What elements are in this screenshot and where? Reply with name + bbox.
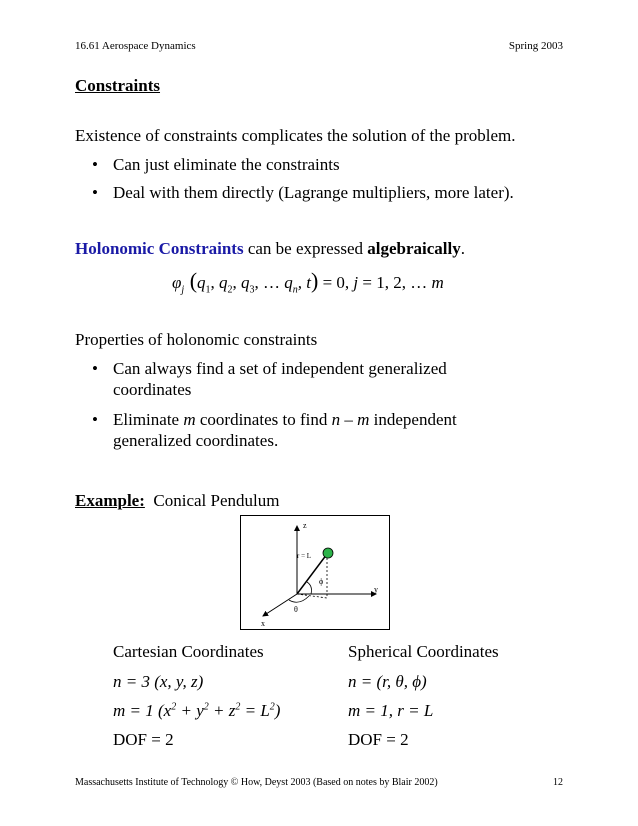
spherical-m: m = 1, r = L: [348, 701, 434, 720]
projection-line: [297, 594, 327, 598]
pendulum-bob: [323, 548, 333, 558]
eq-var: m: [431, 273, 444, 292]
pendulum-diagram: [241, 516, 389, 629]
eq-sub: 1: [205, 284, 211, 296]
text: = L: [240, 701, 270, 720]
footer-text: Massachusetts Institute of Technology © How, Deyst 2003 (Based on notes by Blair 2002): [75, 777, 438, 788]
eq-paren: (: [184, 268, 198, 293]
example-label: Example:: [75, 491, 145, 510]
eq-sub: 2: [227, 284, 233, 296]
bullet-icon: •: [92, 410, 98, 429]
sup: 2: [235, 701, 241, 713]
eq-sep: ,: [232, 273, 242, 292]
rL-label: r = L: [297, 552, 312, 560]
list-item: Deal with them directly (Lagrange multipliers, more later).: [113, 183, 514, 202]
header-right: Spring 2003: [508, 40, 563, 52]
eq-sub: 3: [249, 284, 255, 296]
list-item: Can just eliminate the constraints: [113, 155, 340, 174]
text: independent: [369, 410, 457, 429]
cartesian-n: n = 3 (x, y, z): [113, 672, 204, 691]
properties-title: Properties of holonomic constraints: [75, 330, 318, 349]
list-item-cont: generalized coordinates.: [113, 431, 279, 450]
eq-sep: , …: [254, 273, 285, 292]
text: + y: [176, 701, 204, 720]
theta-label: θ: [294, 605, 298, 614]
eq-var: q: [197, 273, 206, 292]
holonomic-paragraph: [75, 239, 465, 259]
phi-symbol: φ: [172, 273, 182, 292]
spherical-dof: DOF = 2: [348, 730, 409, 749]
eq-sep: ,: [210, 273, 220, 292]
cartesian-title: Cartesian Coordinates: [113, 642, 264, 661]
page-number: 12: [553, 777, 563, 788]
spherical-title: Spherical Coordinates: [348, 642, 499, 661]
spherical-n: n = (r, θ, ϕ): [348, 672, 427, 691]
var-n-m: n – m: [331, 410, 370, 429]
holonomic-term: Holonomic Constraints: [75, 239, 244, 258]
holonomic-text: can be expressed: [243, 239, 368, 258]
eq-var: q: [284, 273, 293, 292]
list-item: Can always find a set of independent generalized: [113, 359, 447, 378]
text: coordinates to find: [195, 410, 332, 429]
section-title: Constraints: [75, 76, 161, 95]
eq-paren: ): [311, 268, 319, 293]
text: ): [274, 701, 281, 720]
bullet-icon: •: [92, 183, 98, 202]
bullet-icon: •: [92, 359, 98, 378]
eq-sep: = 1, 2, …: [358, 273, 432, 292]
eq-sub: n: [292, 284, 298, 296]
example-text: Conical Pendulum: [144, 491, 280, 510]
pendulum-rod: [297, 554, 327, 594]
sup: 2: [171, 701, 177, 713]
eq-var: q: [241, 273, 250, 292]
eq-sep: = 0,: [318, 273, 354, 292]
x-axis: [263, 594, 297, 616]
eq-sub: j: [181, 284, 185, 296]
sup: 2: [269, 701, 275, 713]
y-label: y: [374, 585, 378, 594]
z-label: z: [303, 521, 307, 530]
cartesian-m: [113, 701, 280, 721]
text: Eliminate: [113, 410, 184, 429]
sup: 2: [203, 701, 209, 713]
text: m = 1 (x: [113, 701, 172, 720]
holonomic-period: .: [460, 239, 465, 258]
intro-text: Existence of constraints complicates the solution of the problem.: [75, 126, 516, 145]
list-item: [113, 410, 457, 430]
x-label: x: [261, 619, 265, 628]
header-left: 16.61 Aerospace Dynamics: [75, 40, 196, 52]
example-heading: [75, 491, 279, 511]
constraint-equation: [172, 268, 444, 295]
list-item-cont: coordinates: [113, 380, 192, 399]
phi-arc: [307, 582, 312, 594]
pendulum-figure: [240, 515, 390, 630]
cartesian-dof: DOF = 2: [113, 730, 174, 749]
var-m: m: [183, 410, 196, 429]
bullet-icon: •: [92, 155, 98, 174]
eq-var: q: [219, 273, 228, 292]
eq-var: j: [353, 273, 359, 292]
text: + z: [208, 701, 236, 720]
eq-var: , t: [297, 273, 311, 292]
algebraically-term: algebraically: [367, 239, 461, 258]
phi-label: ϕ: [319, 577, 324, 586]
